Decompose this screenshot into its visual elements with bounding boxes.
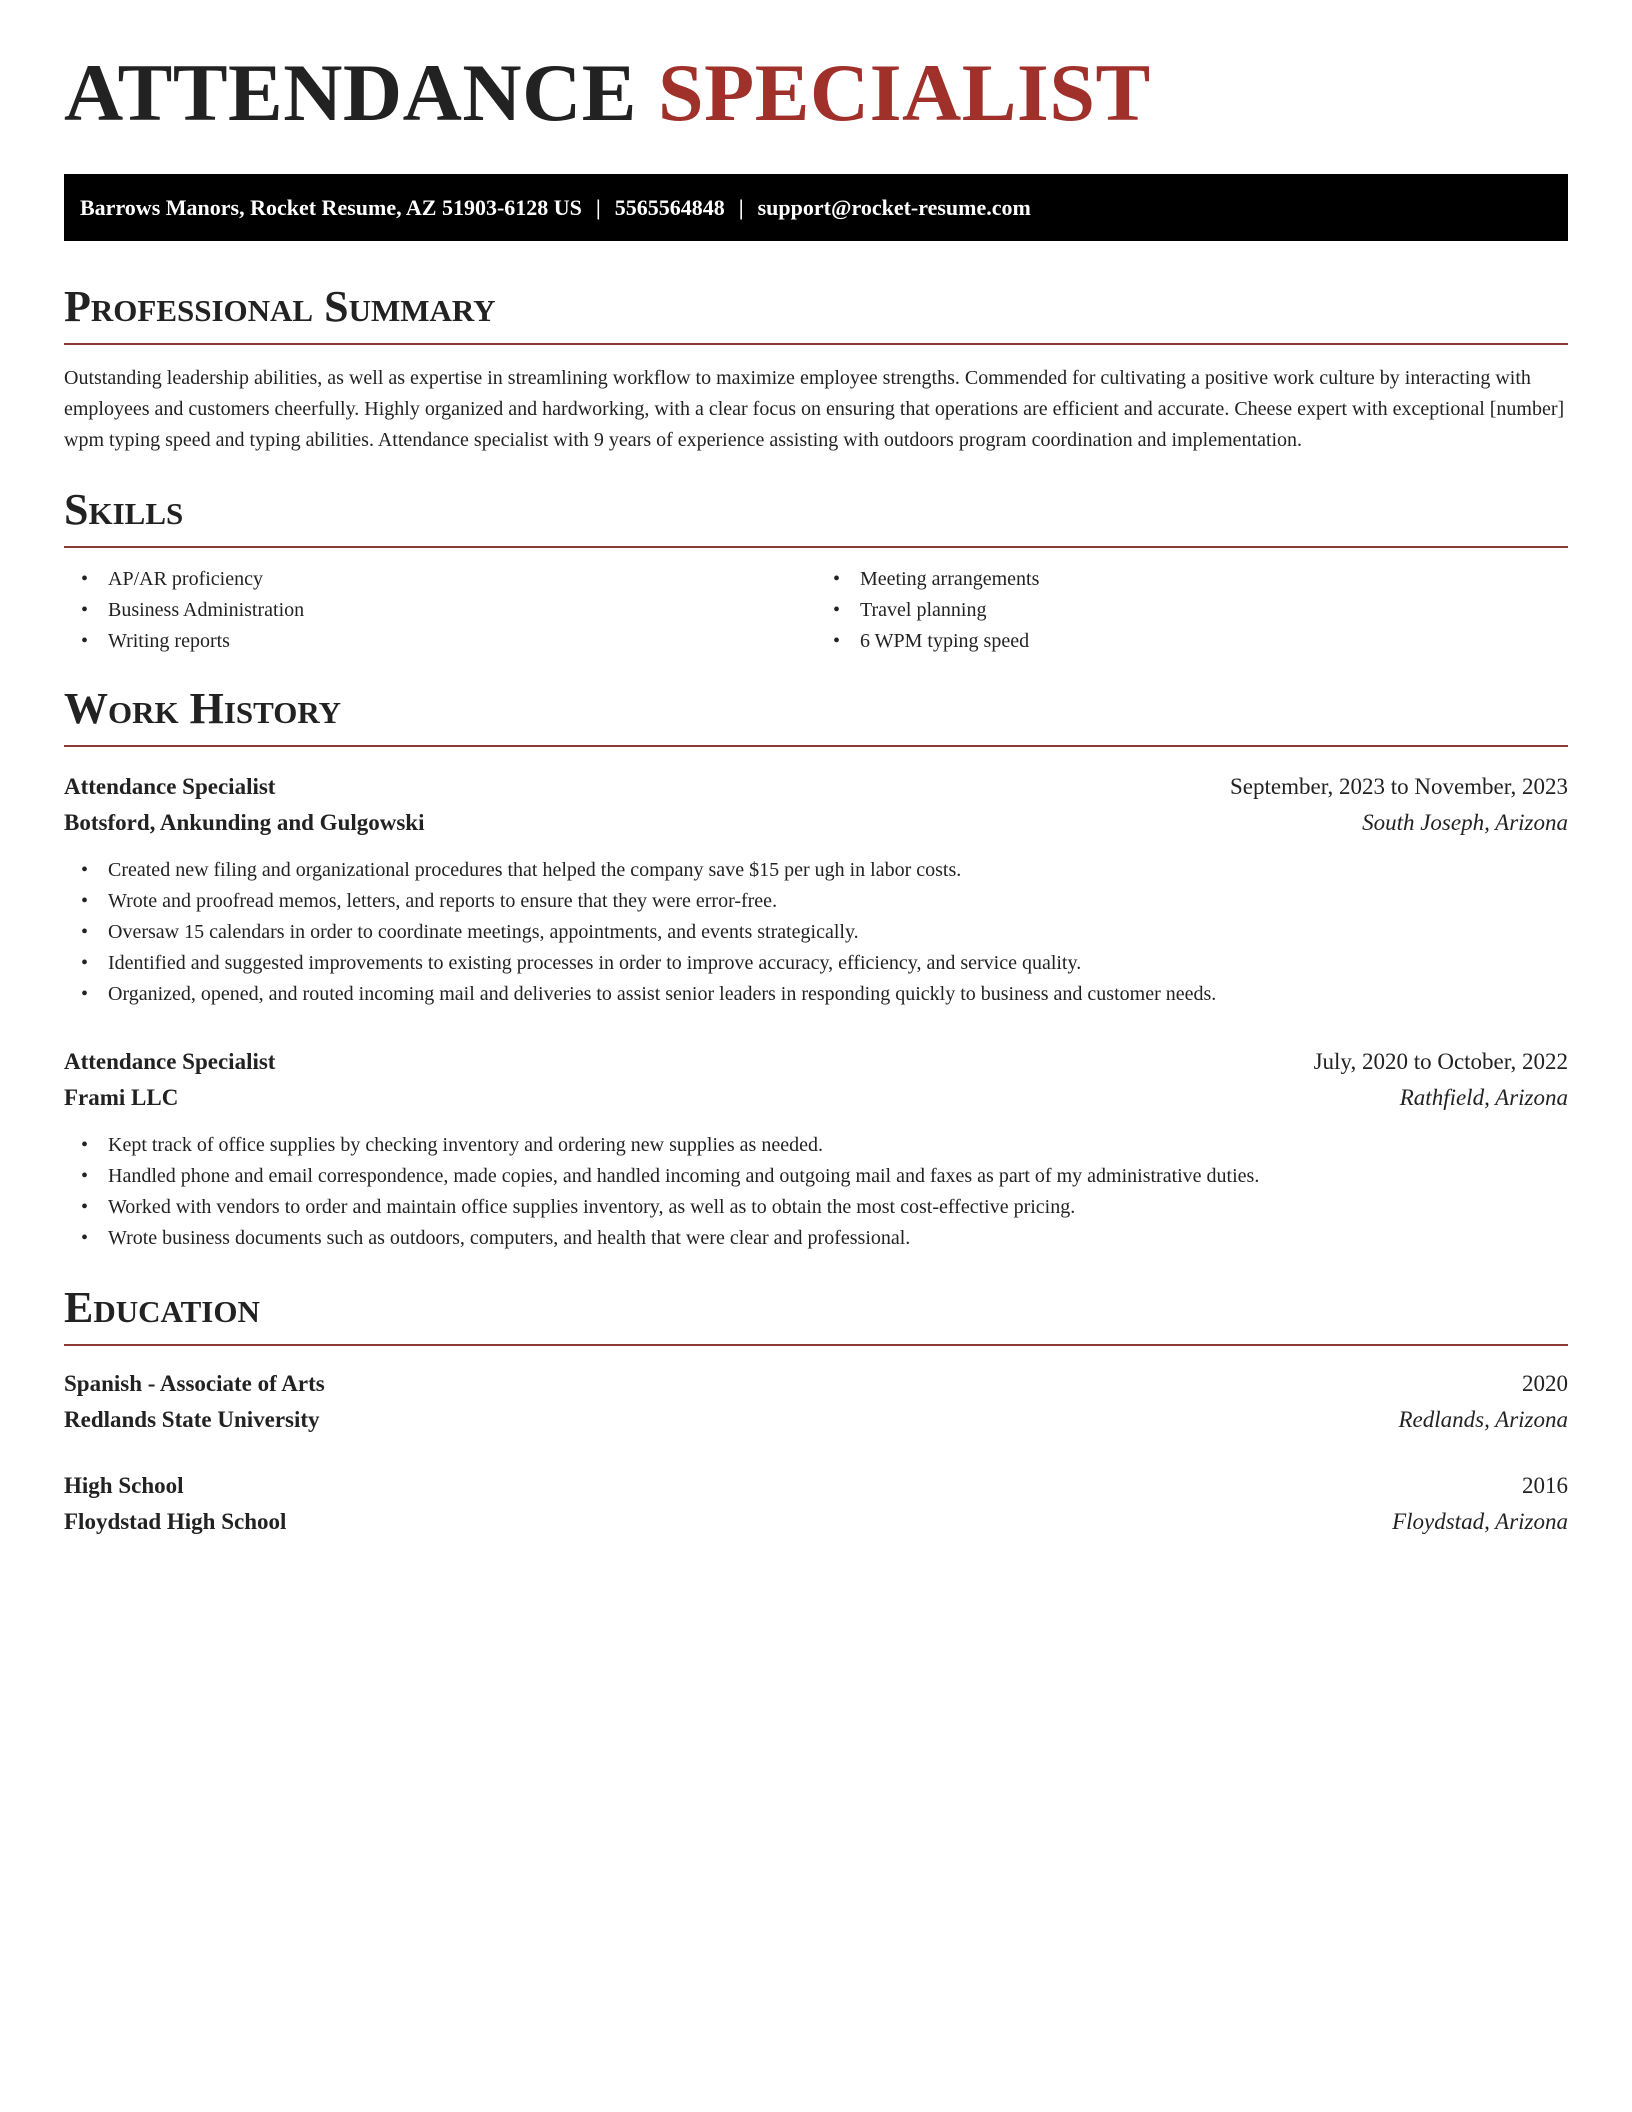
contact-phone: 5565564848 <box>614 194 725 220</box>
education-year: 2020 <box>1522 1371 1568 1396</box>
education-entry <box>64 1366 1568 1438</box>
education-heading: Education <box>64 1286 1568 1346</box>
contact-separator: | <box>595 194 601 220</box>
education-location: Floydstad, Arizona <box>1392 1509 1568 1534</box>
job-dates: September, 2023 to November, 2023 <box>1230 774 1568 799</box>
job-duty-item: • Wrote and proofread memos, letters, and reports to ensure that they were error-free. <box>64 886 1568 917</box>
contact-bar <box>64 174 1568 241</box>
job-duty-item: • Oversaw 15 calendars in order to coordinate meetings, appointments, and events strategically. <box>64 917 1568 948</box>
job-duty-item: • Organized, opened, and routed incoming mail and deliveries to assist senior leaders in responding quickly to business and customer needs. <box>64 979 1568 1010</box>
skill-item: • 6 WPM typing speed <box>816 626 1568 657</box>
education-year: 2016 <box>1522 1473 1568 1498</box>
skill-item: • Business Administration <box>64 595 816 626</box>
job-company-row <box>64 805 1568 841</box>
job-title: Attendance Specialist <box>64 774 276 799</box>
job-company: Frami LLC <box>64 1085 179 1110</box>
education-degree: Spanish - Associate of Arts <box>64 1371 325 1396</box>
education-degree: High School <box>64 1473 184 1498</box>
job-header-row <box>64 769 1568 805</box>
skills-column-left <box>64 564 816 657</box>
work-history-section <box>64 684 1568 1254</box>
skills-heading: Skills <box>64 488 1568 548</box>
job-company-row <box>64 1080 1568 1116</box>
summary-text: Outstanding leadership abilities, as well as expertise in streamlining workflow to maximize employee strengths. Commended for cultivating a positive work culture by interacting with employees and customers cheerfully. Highly organized and hardworking, with a clear focus on ensuring that operations are efficient and accurate. Cheese expert with exceptional [number] wpm typing speed and typing abilities. Attendance specialist with 9 years of experience assisting with outdoors program coordination and implementation. <box>64 367 1565 451</box>
education-location: Redlands, Arizona <box>1398 1407 1568 1432</box>
job-duty-item: • Created new filing and organizational procedures that helped the company save $15 per ugh in labor costs. <box>64 855 1568 886</box>
job-entry <box>64 769 1568 1010</box>
job-duty-item: • Handled phone and email correspondence, made copies, and handled incoming and outgoing mail and faxes as part of my administrative duties. <box>64 1161 1568 1192</box>
job-duty-item: • Kept track of office supplies by checking inventory and ordering new supplies as needed. <box>64 1130 1568 1161</box>
job-duties <box>64 1130 1568 1254</box>
education-degree-row <box>64 1366 1568 1402</box>
skill-item: • Writing reports <box>64 626 816 657</box>
contact-separator: | <box>738 194 744 220</box>
contact-address: Barrows Manors, Rocket Resume, AZ 51903-6128 US <box>80 194 582 220</box>
skills-grid <box>64 564 1568 657</box>
education-section <box>64 1283 1568 1540</box>
skill-item: • Meeting arrangements <box>816 564 1568 595</box>
education-school: Floydstad High School <box>64 1509 287 1534</box>
work-history-heading: Work History <box>64 687 1568 747</box>
summary-section <box>64 282 1568 456</box>
job-duty-item: • Identified and suggested improvements to existing processes in order to improve accuracy, efficiency, and service quality. <box>64 948 1568 979</box>
education-degree-row <box>64 1468 1568 1504</box>
summary-heading: Professional Summary <box>64 285 1568 345</box>
resume-title <box>64 47 1568 138</box>
skill-item: • Travel planning <box>816 595 1568 626</box>
education-school-row <box>64 1402 1568 1438</box>
job-title: Attendance Specialist <box>64 1049 276 1074</box>
title-main: ATTENDANCE <box>64 47 637 138</box>
education-school-row <box>64 1504 1568 1540</box>
job-header-row <box>64 1044 1568 1080</box>
job-dates: July, 2020 to October, 2022 <box>1313 1049 1568 1074</box>
education-school: Redlands State University <box>64 1407 320 1432</box>
skills-column-right <box>816 564 1568 657</box>
job-duty-item: • Worked with vendors to order and maintain office supplies inventory, as well as to obtain the most cost-effective pricing. <box>64 1192 1568 1223</box>
contact-email: support@rocket-resume.com <box>757 194 1031 220</box>
job-company: Botsford, Ankunding and Gulgowski <box>64 810 425 835</box>
skills-section <box>64 485 1568 657</box>
job-duty-item: • Wrote business documents such as outdoors, computers, and health that were clear and professional. <box>64 1223 1568 1254</box>
job-entry <box>64 1044 1568 1254</box>
job-location: South Joseph, Arizona <box>1362 810 1568 835</box>
title-accent: SPECIALIST <box>658 47 1151 138</box>
job-duties <box>64 855 1568 1010</box>
education-entry <box>64 1468 1568 1540</box>
skill-item: • AP/AR proficiency <box>64 564 816 595</box>
job-location: Rathfield, Arizona <box>1399 1085 1568 1110</box>
